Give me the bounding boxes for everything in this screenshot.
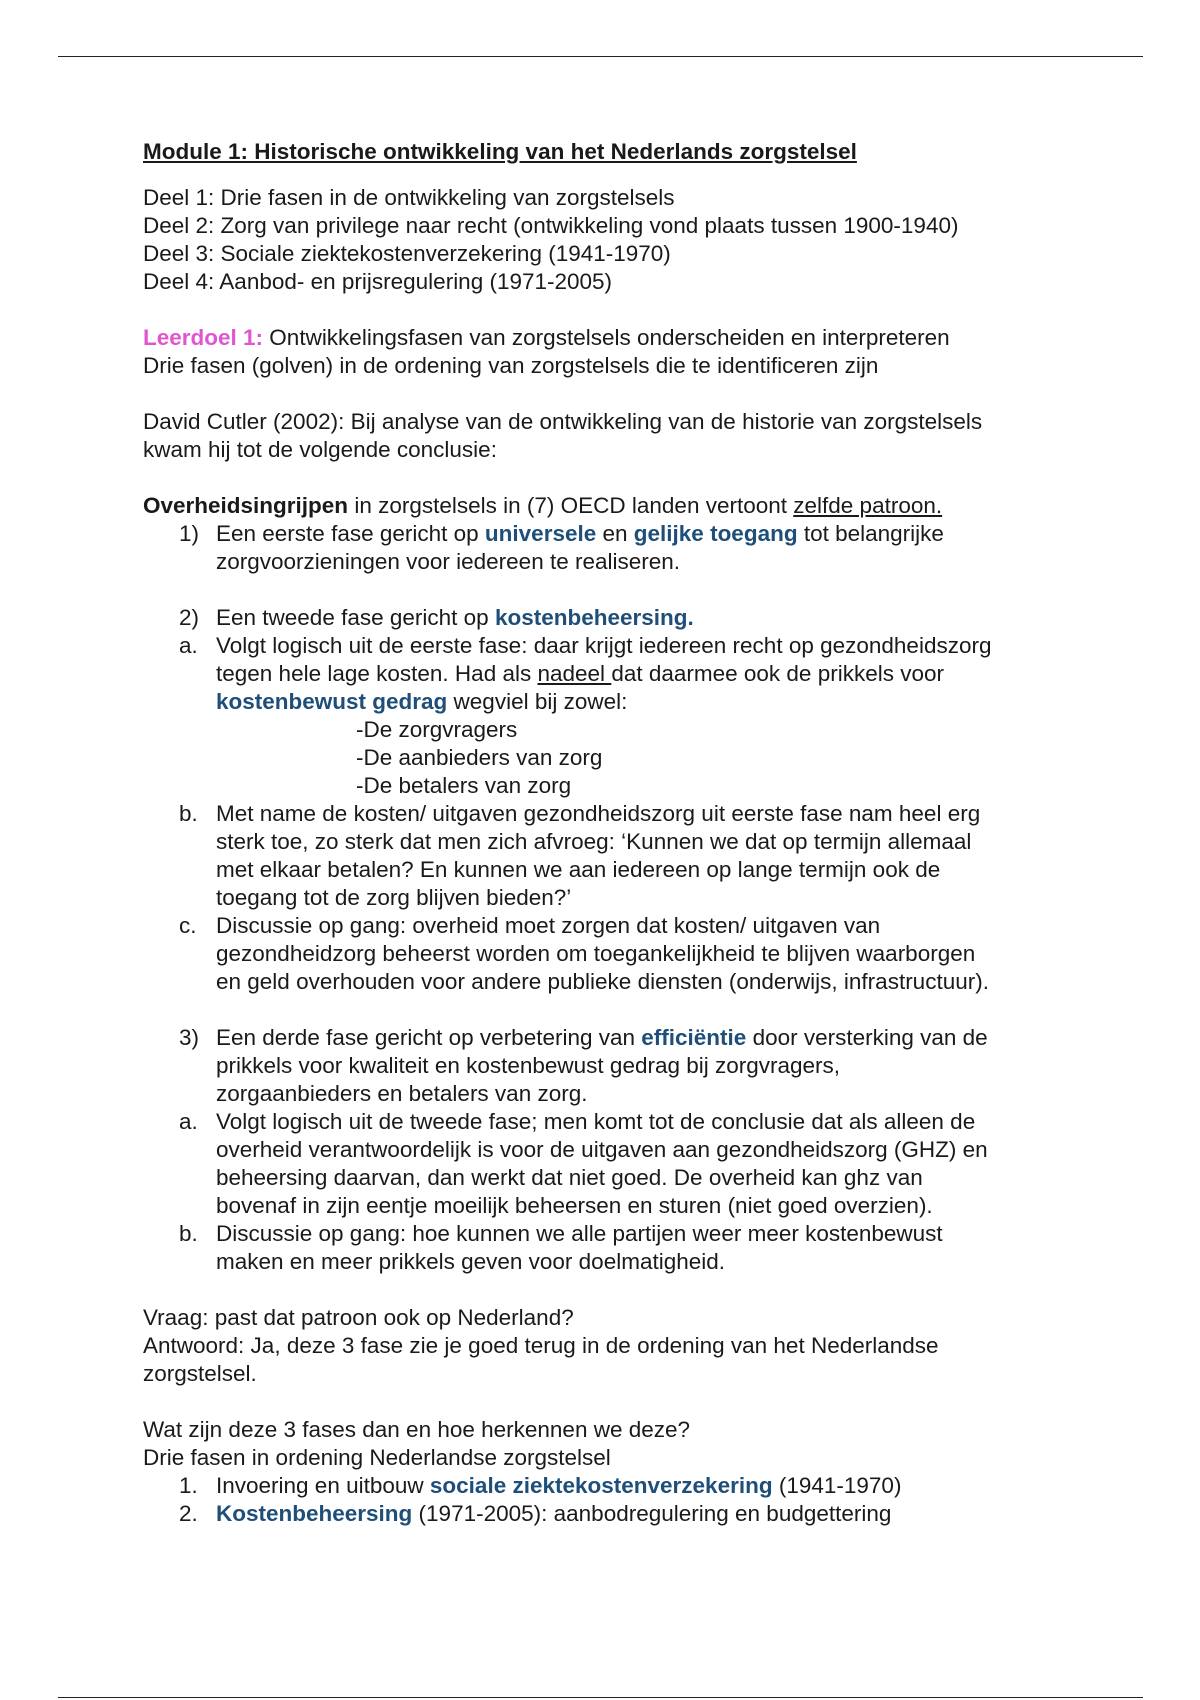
fases-item-2-post: (1971-2005): aanbodregulering en budgettering xyxy=(412,1501,892,1526)
deel-4: Deel 4: Aanbod- en prijsregulering (1971-2005) xyxy=(143,269,613,294)
sub-aanbieders: -De aanbieders van zorg xyxy=(356,745,603,770)
vraag-line: Vraag: past dat patroon ook op Nederland? xyxy=(143,1305,574,1330)
fase-1-universele: universele xyxy=(484,521,597,546)
fase-1-pre: Een eerste fase gericht op xyxy=(216,521,485,546)
fase-2-a-line-2 xyxy=(216,660,1073,688)
fase-3-a-item xyxy=(143,1108,1073,1220)
fase-2-a-nadeel: nadeel xyxy=(537,661,612,686)
fase-2-a-line-1: Volgt logisch uit de eerste fase: daar krijgt iedereen recht op gezondheidszorg xyxy=(216,633,992,658)
leerdoel-label: Leerdoel 1: xyxy=(143,325,264,350)
document-body xyxy=(143,138,1073,1528)
fases-item-2 xyxy=(143,1500,1073,1528)
deel-list xyxy=(143,184,1073,296)
fase-1-mid: en xyxy=(596,521,634,546)
top-rule xyxy=(58,56,1143,57)
fase-2-c-line-3: en geld overhouden voor andere publieke diensten (onderwijs, infrastructuur). xyxy=(216,969,989,994)
fase-3-efficientie: efficiëntie xyxy=(641,1025,747,1050)
fase-2-marker: 2) xyxy=(179,605,200,630)
fase-2-b-line-2: sterk toe, zo sterk dat men zich afvroeg: ‘Kunnen we dat op termijn allemaal xyxy=(216,829,972,854)
bottom-rule xyxy=(58,1697,1143,1698)
fase-3-a-marker: a. xyxy=(179,1109,198,1134)
fase-3-b-line-2: maken en meer prikkels geven voor doelmatigheid. xyxy=(216,1249,726,1274)
sub-zorgvragers: -De zorgvragers xyxy=(356,717,518,742)
antwoord-line-1: Antwoord: Ja, deze 3 fase zie je goed terug in de ordening van het Nederlandse xyxy=(143,1333,939,1358)
document-title: Module 1: Historische ontwikkeling van het Nederlands zorgstelsel xyxy=(143,139,857,164)
overheid-mid: in zorgstelsels in (7) OECD landen vertoont xyxy=(348,493,794,518)
fase-3-a-line-4: bovenaf in zijn eentje moeilijk beheersen en sturen (niet goed overzien). xyxy=(216,1193,933,1218)
antwoord-line-2: zorgstelsel. xyxy=(143,1361,257,1386)
fase-2-c-line-2: gezondheidzorg beheerst worden om toegankelijkheid te blijven waarborgen xyxy=(216,941,976,966)
fase-2-a-line-3-post: wegviel bij zowel: xyxy=(447,689,628,714)
fase-2-a-item xyxy=(143,632,1073,716)
fase-1-item xyxy=(143,520,1073,576)
fase-3-line-3: zorgaanbieders en betalers van zorg. xyxy=(216,1081,588,1106)
fase-3-b-item xyxy=(143,1220,1073,1276)
fase-1-marker: 1) xyxy=(179,521,200,546)
fase-3-a-line-3: beheersing daarvan, dan werkt dat niet goed. De overheid kan ghz van xyxy=(216,1165,923,1190)
fases-item-2-line xyxy=(216,1500,1073,1528)
fase-2-a-marker: a. xyxy=(179,633,198,658)
fase-1-line-1 xyxy=(216,520,1073,548)
fase-2-a-sublist xyxy=(143,716,1073,800)
fases-item-1-marker: 1. xyxy=(179,1473,198,1498)
deel-3: Deel 3: Sociale ziektekostenverzekering (1941-1970) xyxy=(143,241,671,266)
deel-2: Deel 2: Zorg van privilege naar recht (ontwikkeling vond plaats tussen 1900-1940) xyxy=(143,213,959,238)
fase-2-kostenbeheersing: kostenbeheersing. xyxy=(494,605,694,630)
fase-3-line-1 xyxy=(216,1024,1073,1052)
fase-2-b-line-4: toegang tot de zorg blijven bieden?’ xyxy=(216,885,572,910)
overheid-bold: Overheidsingrijpen xyxy=(143,493,349,518)
fase-2-pre: Een tweede fase gericht op xyxy=(216,605,495,630)
fase-2-b-line-1: Met name de kosten/ uitgaven gezondheidszorg uit eerste fase nam heel erg xyxy=(216,801,981,826)
fase-2-a-line-2-pre: tegen hele lage kosten. Had als xyxy=(216,661,538,686)
fase-2-a-line-3 xyxy=(216,688,1073,716)
cutler-block xyxy=(143,408,1073,464)
fase-3-marker: 3) xyxy=(179,1025,200,1050)
fase-1-gelijke-toegang: gelijke toegang xyxy=(633,521,798,546)
fase-2-b-item xyxy=(143,800,1073,912)
fase-3-b-line-1: Discussie op gang: hoe kunnen we alle partijen weer meer kostenbewust xyxy=(216,1221,943,1246)
fase-3-line-2: prikkels voor kwaliteit en kostenbewust gedrag bij zorgvragers, xyxy=(216,1053,841,1078)
fases-item-1-line xyxy=(216,1472,1073,1500)
fase-3-a-line-2: overheid verantwoordelijk is voor de uitgaven aan gezondheidszorg (GHZ) en xyxy=(216,1137,988,1162)
fase-2-c-marker: c. xyxy=(179,913,197,938)
leerdoel-line xyxy=(143,324,1073,352)
fase-2-b-marker: b. xyxy=(179,801,198,826)
overheid-block xyxy=(143,492,1073,1276)
fase-1-post: tot belangrijke xyxy=(797,521,944,546)
fases-item-2-marker: 2. xyxy=(179,1501,198,1526)
fase-3-post: door versterking van de xyxy=(746,1025,988,1050)
fase-3-b-marker: b. xyxy=(179,1221,198,1246)
fase-2-a-kostenbewust: kostenbewust gedrag xyxy=(216,689,448,714)
fase-1-line-2: zorgvoorzieningen voor iedereen te realiseren. xyxy=(216,549,681,574)
fase-2-line-1 xyxy=(216,604,1073,632)
deel-1: Deel 1: Drie fasen in de ontwikkeling van zorgstelsels xyxy=(143,185,675,210)
fases-block xyxy=(143,1416,1073,1528)
sub-betalers: -De betalers van zorg xyxy=(356,773,572,798)
fase-2-c-line-1: Discussie op gang: overheid moet zorgen dat kosten/ uitgaven van xyxy=(216,913,881,938)
fase-2-b-line-3: met elkaar betalen? En kunnen we aan iedereen op lange termijn ook de xyxy=(216,857,941,882)
overheid-line xyxy=(143,492,1073,520)
fases-item-2-bold: Kostenbeheersing xyxy=(216,1501,413,1526)
overheid-underline: zelfde patroon. xyxy=(793,493,943,518)
fases-item-1-bold: sociale ziektekostenverzekering xyxy=(429,1473,773,1498)
fase-2-c-item xyxy=(143,912,1073,996)
leerdoel-line-2: Drie fasen (golven) in de ordening van zorgstelsels die te identificeren zijn xyxy=(143,353,879,378)
leerdoel-block xyxy=(143,324,1073,380)
fase-2-a-line-2-post: dat daarmee ook de prikkels voor xyxy=(611,661,944,686)
fase-3-a-line-1: Volgt logisch uit de tweede fase; men komt tot de conclusie dat als alleen de xyxy=(216,1109,976,1134)
cutler-line-1: David Cutler (2002): Bij analyse van de ontwikkeling van de historie van zorgstelsels xyxy=(143,409,983,434)
fases-item-1 xyxy=(143,1472,1073,1500)
fases-question: Wat zijn deze 3 fases dan en hoe herkennen we deze? xyxy=(143,1417,691,1442)
fase-2-item xyxy=(143,604,1073,632)
fases-item-1-post: (1941-1970) xyxy=(772,1473,902,1498)
fases-intro: Drie fasen in ordening Nederlandse zorgstelsel xyxy=(143,1445,611,1470)
fase-3-pre: Een derde fase gericht op verbetering van xyxy=(216,1025,642,1050)
cutler-line-2: kwam hij tot de volgende conclusie: xyxy=(143,437,497,462)
qa-block xyxy=(143,1304,1073,1388)
fase-3-item xyxy=(143,1024,1073,1108)
fases-item-1-pre: Invoering en uitbouw xyxy=(216,1473,430,1498)
leerdoel-text: Ontwikkelingsfasen van zorgstelsels onderscheiden en interpreteren xyxy=(263,325,950,350)
